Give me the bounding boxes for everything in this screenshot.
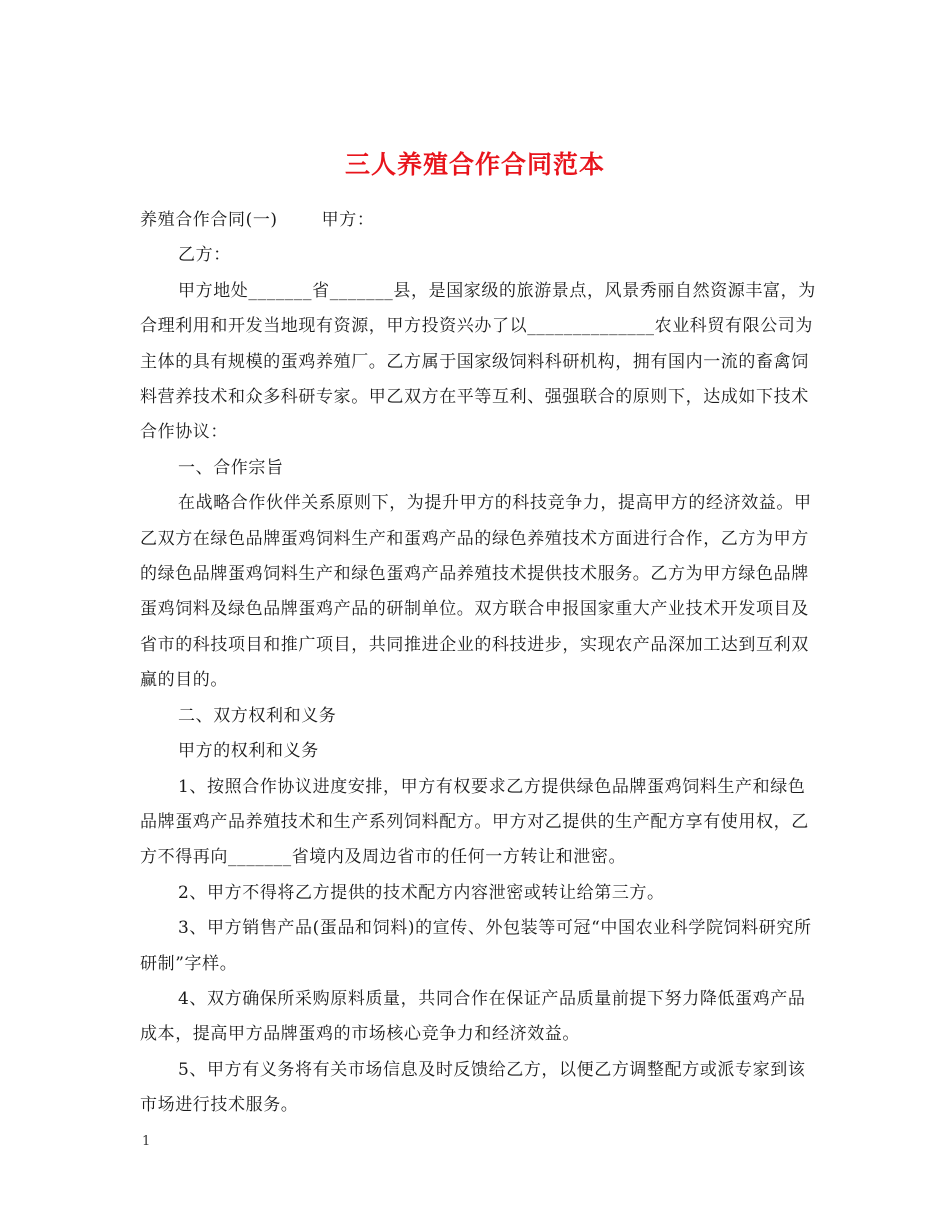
clause-2: 2、甲方不得将乙方提供的技术配方内容泄密或转让给第三方。 [178, 882, 665, 903]
contract-header-line [140, 203, 822, 238]
document-body [140, 203, 822, 1124]
document-title: 三人养殖合作合同范本 [344, 149, 605, 179]
party-a-label: 甲方： [321, 210, 375, 230]
paragraph-intro: 甲方地处_______省_______县，是国家级的旅游景点，风景秀丽自然资源丰富，为合理利用和开发当地现有资源，甲方投资兴办了以______________农业科贸有限公司为主体的具有规模的蛋鸡养殖厂。乙方属于国家级饲料科研机构，拥有国内一流的畜禽饲料营养技术和众多科研专家。甲乙双方在平等互利、强强联合的原则下，达成如下技术合作协议： [140, 280, 816, 443]
contract-subtitle: 养殖合作合同(一) [140, 210, 278, 230]
section-heading-purpose: 一、合作宗旨 [178, 457, 284, 478]
clause-1: 1、按照合作协议进度安排，甲方有权要求乙方提供绿色品牌蛋鸡饲料生产和绿色品牌蛋鸡产品养殖技术和生产系列饲料配方。甲方对乙提供的生产配方享有使用权，乙方不得再向_______省境内及周边省市的任何一方转让和泄密。 [140, 776, 809, 868]
subheading-party-a-rights: 甲方的权利和义务 [178, 741, 319, 762]
party-b-label: 乙方： [178, 245, 231, 266]
page-number: 1 [142, 1134, 151, 1149]
clause-5: 5、甲方有义务将有关市场信息及时反馈给乙方，以便乙方调整配方或派专家到该市场进行技术服务。 [140, 1059, 806, 1116]
section-heading-rights: 二、双方权利和义务 [178, 705, 337, 726]
clause-4: 4、双方确保所采购原料质量，共同合作在保证产品质量前提下努力降低蛋鸡产品成本，提高甲方品牌蛋鸡的市场核心竞争力和经济效益。 [140, 988, 806, 1045]
paragraph-purpose: 在战略合作伙伴关系原则下，为提升甲方的科技竞争力，提高甲方的经济效益。甲乙双方在绿色品牌蛋鸡饲料生产和蛋鸡产品的绿色养殖技术方面进行合作，乙方为甲方的绿色品牌蛋鸡饲料生产和绿色蛋鸡产品养殖技术提供技术服务。乙方为甲方绿色品牌蛋鸡饲料及绿色品牌蛋鸡产品的研制单位。双方联合申报国家重大产业技术开发项目及省市的科技项目和推广项目，共同推进企业的科技进步，实现农产品深加工达到互利双赢的目的。 [140, 493, 812, 691]
clause-3: 3、甲方销售产品(蛋品和饲料)的宣传、外包装等可冠“中国农业科学院饲料研究所研制”字样。 [140, 918, 812, 974]
